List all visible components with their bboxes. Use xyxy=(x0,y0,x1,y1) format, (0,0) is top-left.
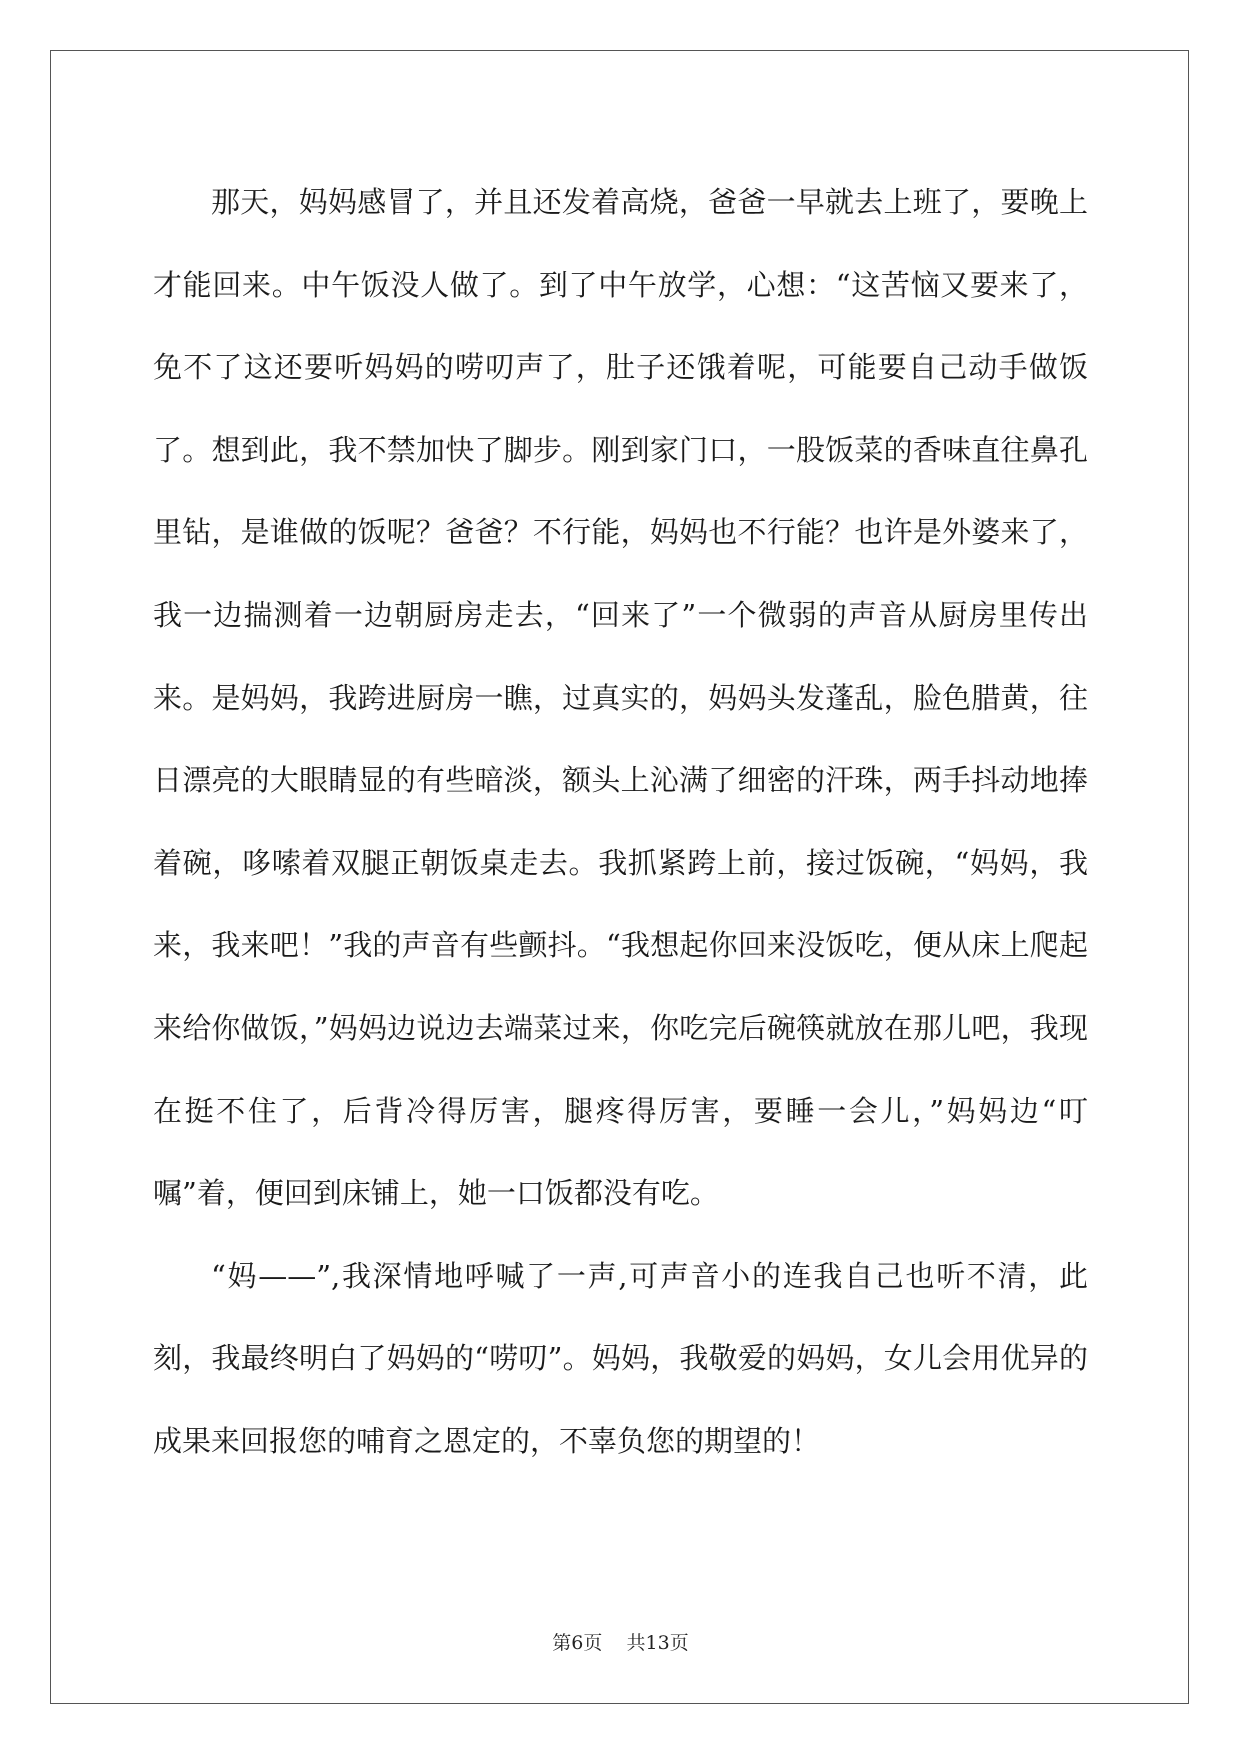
document-body xyxy=(153,161,1088,1483)
footer-spacer xyxy=(602,1632,626,1654)
paragraph-2: “妈——”,我深情地呼喊了一声,可声音小的连我自己也听不清，此刻，我最终明白了妈妈的“唠叨”。妈妈，我敬爱的妈妈，女儿会用优异的成果来回报您的哺育之恩定的，不辜负您的期望的！ xyxy=(153,1258,1088,1458)
page-footer xyxy=(0,1628,1241,1655)
page-number: 第6页 xyxy=(552,1632,603,1654)
paragraph-1: 那天，妈妈感冒了，并且还发着高烧，爸爸一早就去上班了，要晚上才能回来。中午饭没人做了。到了中午放学，心想：“这苦恼又要来了，免不了这还要听妈妈的唠叨声了，肚子还饿着呢，可能要自己动手做饭了。想到此，我不禁加快了脚步。刚到家门口，一股饭菜的香味直往鼻孔里钻，是谁做的饭呢？爸爸？不行能，妈妈也不行能？也许是外婆来了，我一边揣测着一边朝厨房走去，“回来了”一个微弱的声音从厨房里传出来。是妈妈，我跨进厨房一瞧，过真实的，妈妈头发蓬乱，脸色腊黄，往日漂亮的大眼睛显的有些暗淡，额头上沁满了细密的汗珠，两手抖动地捧着碗，哆嗦着双腿正朝饭桌走去。我抓紧跨上前，接过饭碗，“妈妈，我来，我来吧！”我的声音有些颤抖。“我想起你回来没饭吃，便从床上爬起来给你做饭，”妈妈边说边去端菜过来，你吃完后碗筷就放在那儿吧，我现在挺不住了，后背冷得厉害，腿疼得厉害，要睡一会儿，”妈妈边“叮嘱”着，便回到床铺上，她一口饭都没有吃。 xyxy=(153,185,1088,1211)
page-total: 共13页 xyxy=(626,1632,689,1654)
